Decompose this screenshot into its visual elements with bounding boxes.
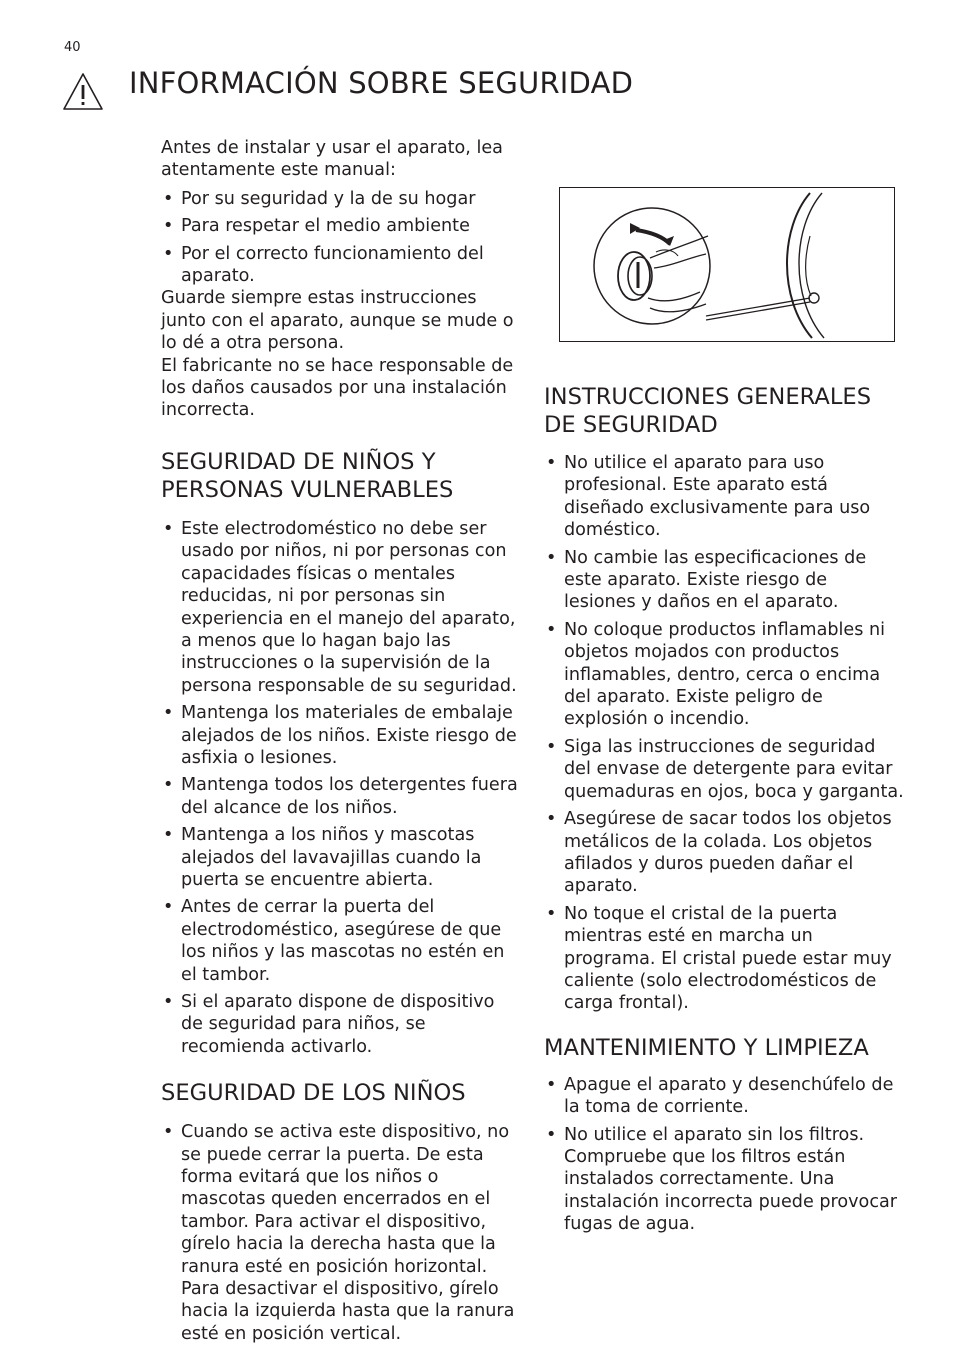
intro-bullet: • Por su seguridad y la de su hogar [161,188,521,210]
list-item: • No coloque productos inflamables ni objetos mojados con productos inflamables, dentro, cerca o encima del aparato. Existe peligro de explosión o incendio. [544,619,904,731]
intro-liability: El fabricante no se hace responsable de los daños causados por una instalación incorrecta. [161,355,514,421]
list-item: • Apague el aparato y desenchúfelo de la toma de corriente. [544,1074,904,1119]
intro-bullet: • Por el correcto funcionamiento del aparato. [161,243,521,288]
door-lock-diagram [560,188,894,341]
page-number: 40 [64,40,81,55]
warning-icon [62,72,104,112]
maintenance-list [544,1074,904,1236]
list-item: • No cambie las especificaciones de este aparato. Existe riesgo de lesiones y daños en el aparato. [544,547,904,614]
right-column [544,137,904,1241]
list-item: • Este electrodoméstico no debe ser usado por niños, ni por personas con capacidades físicas o mentales reducidas, ni por personas sin experiencia en el manejo del aparato, a menos que lo hagan bajo las instrucciones o la supervisión de la persona responsable de su seguridad. [161,518,521,697]
heading-general-safety: INSTRUCCIONES GENERALES DE SEGURIDAD [544,384,872,438]
heading-vulnerable-persons: SEGURIDAD DE NIÑOS Y PERSONAS VULNERABLES [161,448,454,503]
general-safety-list [544,452,904,1015]
vulnerable-list [161,518,521,1058]
list-item: • No utilice el aparato sin los filtros. Compruebe que los filtros están instalados correctamente. Una instalación incorrecta puede provocar fugas de agua. [544,1124,904,1236]
list-item: • Asegúrese de sacar todos los objetos metálicos de la colada. Los objetos afilados y duros pueden dañar el aparato. [544,808,904,898]
list-item: • Siga las instrucciones de seguridad del envase de detergente para evitar quemaduras en ojos, boca y garganta. [544,736,904,803]
left-column [161,137,521,1350]
list-item: • Mantenga los materiales de embalaje alejados de los niños. Existe riesgo de asfixia o lesiones. [161,702,521,769]
list-item: • Cuando se activa este dispositivo, no se puede cerrar la puerta. De esta forma evitará que los niños o mascotas queden encerrados en el tambor. Para activar el dispositivo, gírelo hacia la derecha hasta que la ranura esté en posición horizontal. Para desactivar el dispositivo, gírelo hacia la izquierda hasta que la ranura esté en posición vertical. [161,1121,521,1345]
intro-bullet: • Para respetar el medio ambiente [161,215,521,237]
list-item: • No utilice el aparato para uso profesional. Este aparato está diseñado exclusivamente para uso doméstico. [544,452,904,542]
list-item: • Si el aparato dispone de dispositivo de seguridad para niños, se recomienda activarlo. [161,991,521,1058]
list-item: • No toque el cristal de la puerta mientras esté en marcha un programa. El cristal puede estar muy caliente (solo electrodomésticos de carga frontal). [544,903,904,1015]
list-item: • Mantenga todos los detergentes fuera del alcance de los niños. [161,774,521,819]
intro-keep-instructions: Guarde siempre estas instrucciones junto con el aparato, aunque se mude o lo dé a otra persona. [161,288,514,354]
list-item: • Antes de cerrar la puerta del electrodoméstico, asegúrese de que los niños y las mascotas no estén en el tambor. [161,896,521,986]
heading-maintenance: MANTENIMIENTO Y LIMPIEZA [544,1034,869,1061]
intro-lead: Antes de instalar y usar el aparato, lea atentamente este manual: [161,138,503,181]
page-title: INFORMACIÓN SOBRE SEGURIDAD [129,66,634,100]
intro-list [161,188,521,288]
child-lock-illustration [559,187,895,342]
child-lock-list [161,1121,521,1345]
heading-child-safety: SEGURIDAD DE LOS NIÑOS [161,1080,466,1107]
list-item: • Mantenga a los niños y mascotas alejados del lavavajillas cuando la puerta se encuentre abierta. [161,824,521,891]
